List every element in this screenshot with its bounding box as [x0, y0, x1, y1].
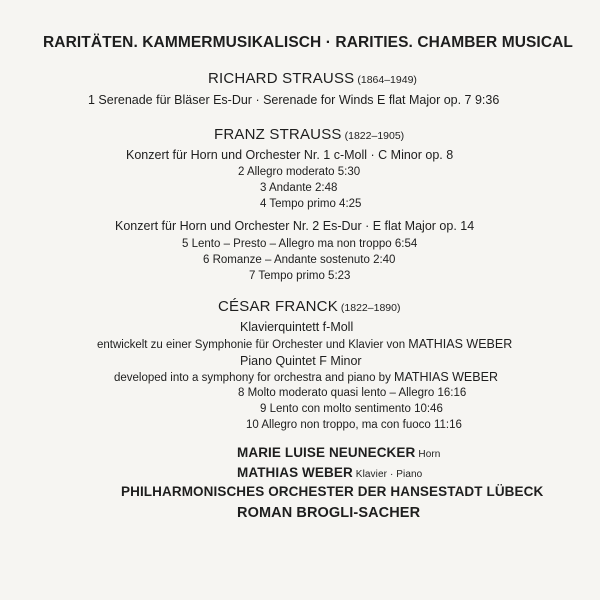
- performer-role: Klavier · Piano: [355, 469, 423, 480]
- track-3: 3 Andante 2:48: [260, 182, 338, 194]
- arranger-name: MATHIAS WEBER: [394, 370, 498, 384]
- composer-franz-strauss: [214, 126, 404, 143]
- track-4: 4 Tempo primo 4:25: [260, 198, 362, 210]
- composer-cesar-franck: [218, 298, 400, 315]
- work-title: Konzert für Horn und Orchester Nr. 1 c-Moll · C Minor op. 8: [126, 148, 454, 162]
- performer-role: Horn: [418, 449, 441, 460]
- arrangement-text: entwickelt zu einer Symphonie für Orchester und Klavier von: [97, 339, 406, 351]
- performer-name: MATHIAS WEBER: [237, 465, 353, 480]
- page-title: RARITÄTEN. KAMMERMUSIKALISCH · RARITIES. CHAMBER MUSICAL: [43, 34, 573, 51]
- arrangement-note-english: [114, 370, 498, 384]
- track-9: 9 Lento con molto sentimento 10:46: [260, 403, 443, 415]
- conductor: ROMAN BROGLI-SACHER: [237, 505, 421, 521]
- track-8: 8 Molto moderato quasi lento – Allegro 16:16: [238, 387, 467, 399]
- composer-dates: (1864–1949): [357, 74, 417, 86]
- soloist-piano: [237, 465, 422, 480]
- track-2: 2 Allegro moderato 5:30: [238, 166, 361, 178]
- composer-dates: (1822–1905): [344, 130, 405, 142]
- soloist-horn: [237, 445, 440, 460]
- track-5: 5 Lento – Presto – Allegro ma non troppo 6:54: [182, 238, 418, 250]
- performer-name: MARIE LUISE NEUNECKER: [237, 445, 416, 460]
- composer-name: RICHARD STRAUSS: [208, 70, 355, 87]
- work-title-german: Klavierquintett f-Moll: [240, 320, 354, 334]
- work-title: Konzert für Horn und Orchester Nr. 2 Es-Dur · E flat Major op. 14: [115, 219, 475, 233]
- arrangement-text: developed into a symphony for orchestra and piano by: [114, 372, 391, 384]
- composer-richard-strauss: [208, 70, 417, 87]
- track-1: 1 Serenade für Bläser Es-Dur · Serenade for Winds E flat Major op. 7 9:36: [88, 93, 500, 107]
- arranger-name: MATHIAS WEBER: [408, 337, 513, 351]
- track-10: 10 Allegro non troppo, ma con fuoco 11:16: [246, 419, 462, 431]
- track-7: 7 Tempo primo 5:23: [249, 270, 351, 282]
- track-6: 6 Romanze – Andante sostenuto 2:40: [203, 254, 396, 266]
- composer-dates: (1822–1890): [340, 302, 401, 314]
- composer-name: CÉSAR FRANCK: [218, 298, 338, 315]
- orchestra: PHILHARMONISCHES ORCHESTER DER HANSESTADT LÜBECK: [121, 484, 544, 499]
- arrangement-note-german: [97, 337, 512, 351]
- composer-name: FRANZ STRAUSS: [214, 126, 342, 143]
- work-title-english: Piano Quintet F Minor: [240, 354, 362, 368]
